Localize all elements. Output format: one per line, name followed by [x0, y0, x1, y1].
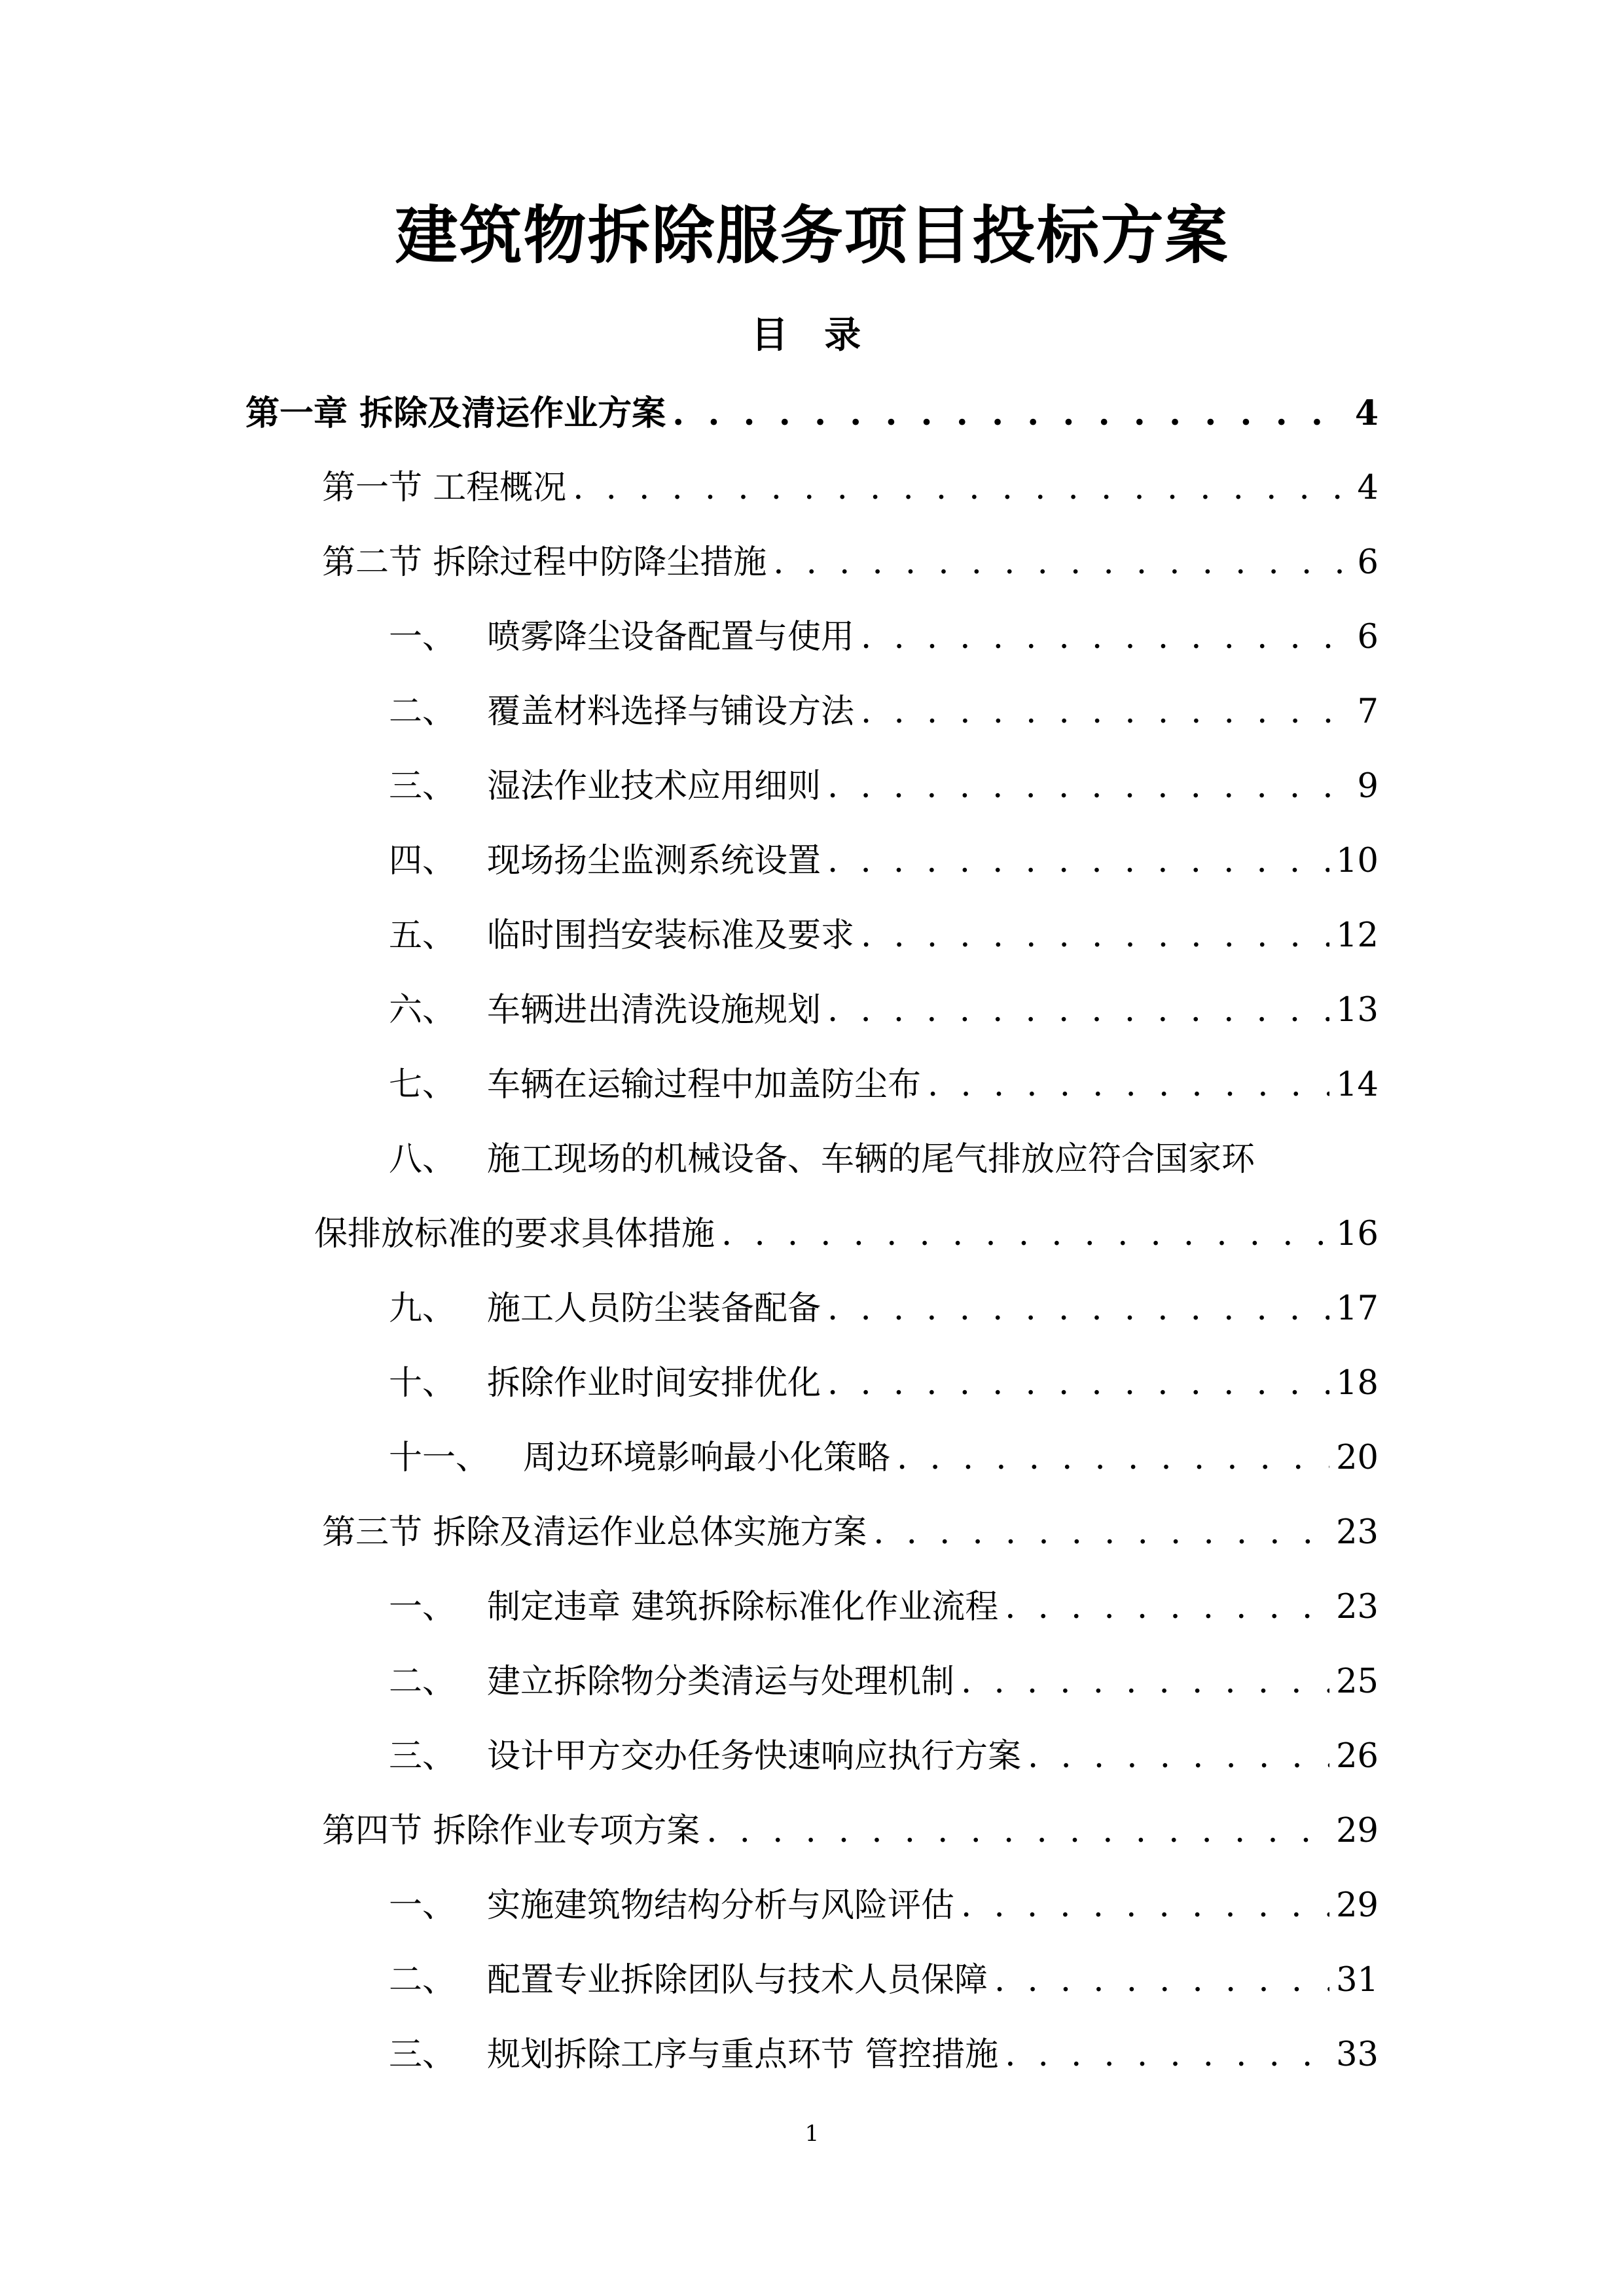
toc-section-4[interactable]	[322, 1808, 1379, 1855]
toc-item[interactable]	[389, 1285, 1379, 1333]
toc-entry-label: 配置专业拆除团队与技术人员保障	[487, 1961, 988, 2000]
toc-leader-dots	[827, 763, 1351, 810]
toc-entry-page: 29	[1336, 1812, 1379, 1850]
toc-item[interactable]	[389, 1659, 1379, 1706]
toc-item-number: 六、	[389, 991, 456, 1030]
toc-section-3[interactable]	[322, 1509, 1379, 1556]
toc-item-number: 三、	[389, 2036, 456, 2074]
toc-item[interactable]	[389, 614, 1379, 661]
toc-leader-dots	[861, 912, 1329, 960]
toc-leader-dots	[827, 1360, 1329, 1407]
toc-entry-page: 12	[1336, 916, 1379, 955]
toc-entry-label: 现场扬尘监测系统设置	[487, 842, 821, 880]
toc-item[interactable]	[389, 838, 1379, 885]
toc-entry-page: 6	[1357, 618, 1379, 656]
toc-leader-dots	[827, 838, 1329, 885]
toc-chapter-1[interactable]	[245, 390, 1379, 437]
toc-item-number: 二、	[389, 1961, 456, 2000]
toc-item[interactable]	[389, 689, 1379, 736]
toc-entry-label: 规划拆除工序与重点环节 管控措施	[487, 2036, 999, 2074]
toc-entry-page: 29	[1336, 1886, 1379, 1925]
toc-leader-dots	[1028, 1733, 1329, 1780]
toc-entry-page: 18	[1336, 1364, 1379, 1403]
toc-leader-dots	[672, 390, 1348, 437]
toc-leader-dots	[861, 689, 1351, 736]
toc-entry-page: 20	[1336, 1439, 1379, 1477]
toc-entry-page: 25	[1336, 1662, 1379, 1701]
toc-entry-page: 26	[1336, 1737, 1379, 1776]
toc-entry-label: 覆盖材料选择与铺设方法	[487, 692, 855, 731]
toc-item[interactable]	[389, 912, 1379, 960]
toc-entry-label: 第二节 拆除过程中防降尘措施	[322, 543, 767, 582]
toc-entry-label: 拆除作业时间安排优化	[487, 1364, 821, 1403]
toc-entry-label: 第四节 拆除作业专项方案	[322, 1812, 700, 1850]
toc-leader-dots	[873, 1509, 1329, 1556]
toc-item-number: 七、	[389, 1066, 456, 1104]
toc-item-number: 二、	[389, 692, 456, 731]
toc-item-wrapped-second-line[interactable]	[314, 1211, 1379, 1258]
toc-leader-dots	[773, 539, 1350, 586]
toc-item-number: 九、	[389, 1289, 456, 1328]
toc-entry-page: 13	[1336, 991, 1379, 1030]
toc-item-number: 十一、	[389, 1439, 490, 1477]
toc-item[interactable]	[389, 763, 1379, 810]
toc-leader-dots	[721, 1211, 1329, 1258]
toc-item-number: 一、	[389, 1588, 456, 1626]
toc-entry-label: 第一节 工程概况	[322, 469, 567, 507]
toc-entry-label: 实施建筑物结构分析与风险评估	[487, 1886, 955, 1925]
toc-leader-dots	[961, 1659, 1329, 1706]
toc-item-number: 八、	[389, 1140, 456, 1179]
toc-item[interactable]	[389, 987, 1379, 1034]
toc-entry-page: 10	[1336, 842, 1379, 880]
toc-item[interactable]	[389, 1957, 1379, 2004]
toc-entry-label: 制定违章 建筑拆除标准化作业流程	[487, 1588, 999, 1626]
toc-entry-label: 湿法作业技术应用细则	[487, 767, 821, 806]
toc-entry-label: 施工人员防尘装备配备	[487, 1289, 821, 1328]
toc-item-number: 四、	[389, 842, 456, 880]
toc-leader-dots	[897, 1435, 1329, 1482]
toc-entry-page: 31	[1336, 1961, 1379, 2000]
toc-item[interactable]	[389, 2032, 1379, 2079]
toc-item[interactable]	[389, 1882, 1379, 1929]
toc-entry-page: 4	[1357, 469, 1379, 507]
page-number: 1	[804, 2121, 820, 2147]
document-title: 建筑物拆除服务项目投标方案	[395, 198, 1229, 272]
toc-leader-dots	[706, 1808, 1329, 1855]
toc-entry-label: 施工现场的机械设备、车辆的尾气排放应符合国家环	[487, 1140, 1255, 1179]
toc-entry-page: 9	[1357, 767, 1379, 806]
toc-leader-dots	[928, 1062, 1329, 1109]
toc-entry-page: 6	[1357, 543, 1379, 582]
toc-leader-dots	[827, 987, 1329, 1034]
toc-item-number: 三、	[389, 1737, 456, 1776]
toc-item-number: 一、	[389, 1886, 456, 1925]
toc-leader-dots	[1005, 2032, 1329, 2079]
toc-item-number: 十、	[389, 1364, 456, 1403]
toc-item[interactable]	[389, 1733, 1379, 1780]
toc-entry-page: 23	[1336, 1588, 1379, 1626]
toc-entry-page: 14	[1336, 1066, 1379, 1104]
toc-entry-page: 4	[1354, 393, 1379, 433]
toc-entry-page: 33	[1336, 2036, 1379, 2074]
toc-item[interactable]	[389, 1584, 1379, 1631]
toc-item-number: 五、	[389, 916, 456, 955]
toc-leader-dots	[994, 1957, 1329, 2004]
toc-entry-label: 周边环境影响最小化策略	[523, 1439, 891, 1477]
toc-item[interactable]	[389, 1360, 1379, 1407]
toc-entry-label: 车辆在运输过程中加盖防尘布	[487, 1066, 922, 1104]
toc-section-1[interactable]	[322, 465, 1379, 512]
toc-item-number: 二、	[389, 1662, 456, 1701]
toc-item[interactable]	[389, 1062, 1379, 1109]
toc-entry-label: 车辆进出清洗设施规划	[487, 991, 821, 1030]
toc-entry-page: 23	[1336, 1513, 1379, 1552]
toc-item-number: 一、	[389, 618, 456, 656]
toc-section-2[interactable]	[322, 539, 1379, 586]
toc-entry-label: 临时围挡安装标准及要求	[487, 916, 855, 955]
toc-entry-label: 建立拆除物分类清运与处理机制	[487, 1662, 955, 1701]
toc-leader-dots	[961, 1882, 1329, 1929]
toc-entry-page: 16	[1336, 1215, 1379, 1253]
toc-heading: 目 录	[751, 314, 873, 357]
toc-leader-dots	[573, 465, 1350, 512]
toc-entry-label-continued: 保排放标准的要求具体措施	[314, 1215, 715, 1253]
toc-item-number: 三、	[389, 767, 456, 806]
toc-entry-label: 第一章 拆除及清运作业方案	[245, 393, 666, 433]
toc-leader-dots	[827, 1285, 1329, 1333]
toc-leader-dots	[861, 614, 1351, 661]
toc-entry-label: 设计甲方交办任务快速响应执行方案	[487, 1737, 1022, 1776]
toc-entry-page: 7	[1357, 692, 1379, 731]
toc-item[interactable]	[389, 1435, 1379, 1482]
toc-entry-label: 第三节 拆除及清运作业总体实施方案	[322, 1513, 867, 1552]
toc-entry-page: 17	[1336, 1289, 1379, 1328]
toc-item-wrapped-first-line[interactable]	[389, 1136, 1255, 1183]
toc-leader-dots	[1005, 1584, 1329, 1631]
toc-entry-label: 喷雾降尘设备配置与使用	[487, 618, 855, 656]
